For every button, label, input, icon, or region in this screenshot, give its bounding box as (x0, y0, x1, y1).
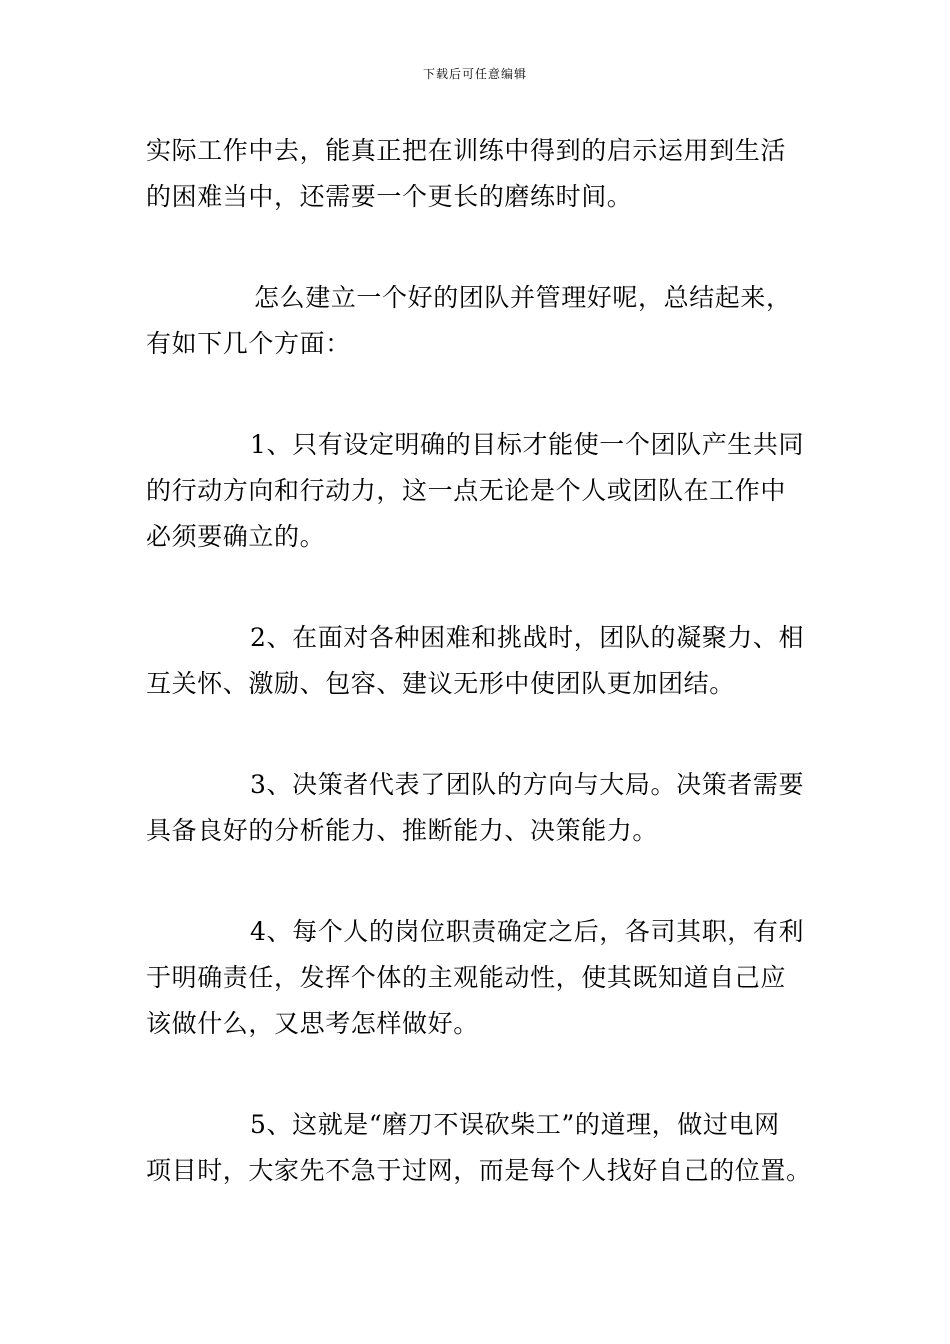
paragraph-line: 的困难当中，还需要一个更长的磨练时间。 (146, 182, 633, 211)
paragraph-line: 具备良好的分析能力、推断能力、决策能力。 (146, 816, 659, 845)
paragraph-line: 5、这就是“磨刀不误砍柴工”的道理，做过电网 (250, 1110, 780, 1139)
paragraph-question (146, 275, 808, 367)
paragraph-line: 怎么建立一个好的团队并管理好呢，总结起来， (254, 283, 792, 312)
paragraph-line: 项目时，大家先不急于过网，而是每个人找好自己的位置。 (146, 1156, 812, 1185)
paragraph-point-4 (146, 909, 808, 1047)
document-body (146, 128, 812, 1249)
paragraph-line: 2、在面对各种困难和挑战时，团队的凝聚力、相 (250, 623, 805, 652)
paragraph-point-1 (146, 422, 808, 560)
paragraph-point-5 (146, 1102, 812, 1194)
paragraph-line: 3、决策者代表了团队的方向与大局。决策者需要 (250, 770, 805, 799)
paragraph-line: 于明确责任，发挥个体的主观能动性，使其既知道自己应 (146, 963, 787, 992)
paragraph-line: 实际工作中去，能真正把在训练中得到的启示运用到生活 (146, 136, 787, 165)
paragraph-point-2 (146, 615, 808, 707)
paragraph-line: 必须要确立的。 (146, 522, 326, 551)
paragraph-line: 1、只有设定明确的目标才能使一个团队产生共同 (250, 430, 805, 459)
paragraph-line: 4、每个人的岗位职责确定之后，各司其职，有利 (250, 917, 805, 946)
paragraph-point-3 (146, 762, 808, 854)
paragraph-intro-continuation (146, 128, 808, 220)
paragraph-line: 有如下几个方面： (146, 329, 351, 358)
paragraph-line: 的行动方向和行动力，这一点无论是个人或团队在工作中 (146, 476, 787, 505)
paragraph-line: 该做什么，又思考怎样做好。 (146, 1009, 479, 1038)
page-header: 下载后可任意编辑 (422, 67, 527, 81)
paragraph-line: 互关怀、激励、包容、建议无形中使团队更加团结。 (146, 669, 735, 698)
